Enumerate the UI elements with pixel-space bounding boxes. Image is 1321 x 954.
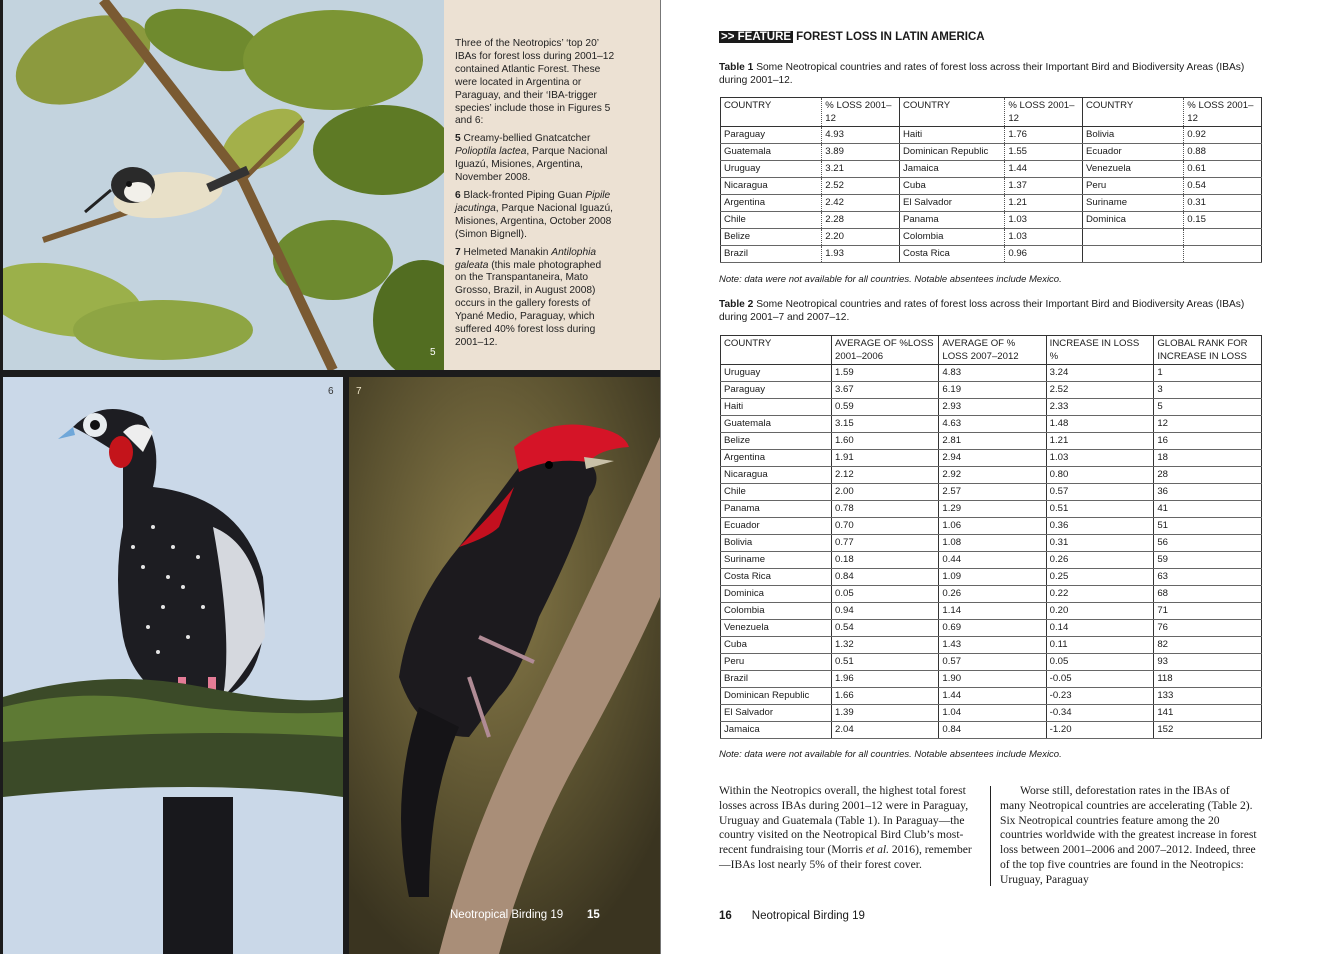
table-cell: 76 xyxy=(1154,620,1262,637)
table-cell: 2.92 xyxy=(939,467,1046,484)
table-cell: 0.36 xyxy=(1046,518,1154,535)
table-cell: 1.06 xyxy=(939,518,1046,535)
table-cell: 0.96 xyxy=(1005,246,1083,263)
table-row xyxy=(721,127,1262,144)
table-header-cell: % LOSS 2001–12 xyxy=(1184,98,1262,127)
table-cell: 133 xyxy=(1154,688,1262,705)
table-cell: 1.66 xyxy=(832,688,939,705)
table-cell: Paraguay xyxy=(721,382,832,399)
table-cell: 4.63 xyxy=(939,416,1046,433)
table-cell: 3.21 xyxy=(822,161,900,178)
caption-7: 7 Helmeted Manakin Antilophia galeata (this male photographed on the Transpantaneira, Mato Grosso, Brazil, in August 2008) occurs in the gallery forests of Ypané Medio, Paraguay, which suffered 40% forest loss during 2001–12. xyxy=(455,246,602,348)
table-cell: Dominica xyxy=(1083,212,1184,229)
table-header-cell: COUNTRY xyxy=(899,98,1004,127)
table-cell: Suriname xyxy=(1083,195,1184,212)
table-cell: 2.81 xyxy=(939,433,1046,450)
table-cell: 0.92 xyxy=(1184,127,1262,144)
table-row xyxy=(721,620,1262,637)
table-2 xyxy=(720,335,1262,739)
table-cell: 2.00 xyxy=(832,484,939,501)
table-cell: 1.14 xyxy=(939,603,1046,620)
table2-caption: Table 2 Some Neotropical countries and rates of forest loss across their Important Bird and Biodiversity Areas (IBAs) during 2001–7 and 2007–12. xyxy=(719,299,1245,323)
table-cell: 0.59 xyxy=(832,399,939,416)
table-row xyxy=(721,178,1262,195)
table-cell: 5 xyxy=(1154,399,1262,416)
table-cell: Cuba xyxy=(721,637,832,654)
table-cell: 0.88 xyxy=(1184,144,1262,161)
table-cell: 1 xyxy=(1154,365,1262,382)
table-cell: Guatemala xyxy=(721,144,822,161)
table-cell: 1.09 xyxy=(939,569,1046,586)
table-cell: 1.04 xyxy=(939,705,1046,722)
table-cell: 1.37 xyxy=(1005,178,1083,195)
table-cell: 1.96 xyxy=(832,671,939,688)
table-cell: -1.20 xyxy=(1046,722,1154,739)
table-cell: Jamaica xyxy=(899,161,1004,178)
table-cell: 1.76 xyxy=(1005,127,1083,144)
table-cell: 2.93 xyxy=(939,399,1046,416)
table-header-cell: AVERAGE OF %LOSS 2001–2006 xyxy=(832,336,939,365)
table-cell: Cuba xyxy=(899,178,1004,195)
table-row xyxy=(721,144,1262,161)
table-row xyxy=(721,535,1262,552)
table-cell: 1.29 xyxy=(939,501,1046,518)
table-cell: 0.20 xyxy=(1046,603,1154,620)
table-row xyxy=(721,552,1262,569)
table-row xyxy=(721,637,1262,654)
photo-manakin xyxy=(349,377,660,954)
table-cell: Jamaica xyxy=(721,722,832,739)
table-cell: Venezuela xyxy=(1083,161,1184,178)
photo-number-6: 6 xyxy=(328,386,334,397)
table-row xyxy=(721,246,1262,263)
table-cell: 0.80 xyxy=(1046,467,1154,484)
table-row xyxy=(721,365,1262,382)
table-1 xyxy=(720,97,1262,263)
table-cell: 0.05 xyxy=(1046,654,1154,671)
table-cell: 1.08 xyxy=(939,535,1046,552)
table-row xyxy=(721,501,1262,518)
table-header-cell: COUNTRY xyxy=(721,98,822,127)
table-cell: 2.28 xyxy=(822,212,900,229)
table-cell: 1.44 xyxy=(939,688,1046,705)
table-cell: 152 xyxy=(1154,722,1262,739)
table-cell: Nicaragua xyxy=(721,178,822,195)
table-row xyxy=(721,603,1262,620)
table-cell: 0.57 xyxy=(939,654,1046,671)
left-page xyxy=(0,0,660,954)
table-header-cell: % LOSS 2001–12 xyxy=(822,98,900,127)
folio-right-text: Neotropical Birding 19 xyxy=(751,910,865,922)
table-cell: 0.22 xyxy=(1046,586,1154,603)
caption-6: 6 Black-fronted Piping Guan Pipile jacutinga, Parque Nacional Iguazú, Misiones, Argentina, October 2008 (Simon Bignell). xyxy=(455,189,614,240)
table-cell: Ecuador xyxy=(721,518,832,535)
table-cell: 2.20 xyxy=(822,229,900,246)
table-cell: 59 xyxy=(1154,552,1262,569)
folio-left-number: 15 xyxy=(587,909,600,921)
table-cell: Panama xyxy=(721,501,832,518)
table-cell: Suriname xyxy=(721,552,832,569)
table-cell: 0.70 xyxy=(832,518,939,535)
table-cell: 1.59 xyxy=(832,365,939,382)
table-row xyxy=(721,467,1262,484)
table-cell: 93 xyxy=(1154,654,1262,671)
table-cell: Uruguay xyxy=(721,365,832,382)
table-cell: 1.03 xyxy=(1046,450,1154,467)
table-row xyxy=(721,654,1262,671)
table-cell: 0.26 xyxy=(1046,552,1154,569)
table-cell: Argentina xyxy=(721,195,822,212)
table-row xyxy=(721,450,1262,467)
table-cell: 0.11 xyxy=(1046,637,1154,654)
body-column-1: Within the Neotropics overall, the highest total forest losses across IBAs during 2001–12 were in Paraguay, Uruguay and Guatemala (Table 1). In Paraguay—the country visited on the Neotropical Bird Club’s most-recent fundraising tour (Morris et al. 2016), remember—IBAs lost nearly 5% of their forest cover. xyxy=(719,784,972,871)
table-header-cell: COUNTRY xyxy=(721,336,832,365)
table-cell: Peru xyxy=(721,654,832,671)
table-cell: 1.32 xyxy=(832,637,939,654)
table1-caption: Table 1 Some Neotropical countries and rates of forest loss across their Important Bird and Biodiversity Areas (IBAs) during 2001–12. xyxy=(719,62,1245,86)
table-row xyxy=(721,416,1262,433)
table-cell: 1.03 xyxy=(1005,212,1083,229)
table-cell: 1.43 xyxy=(939,637,1046,654)
table-row xyxy=(721,518,1262,535)
table-cell: Belize xyxy=(721,433,832,450)
table-cell: 1.44 xyxy=(1005,161,1083,178)
table-cell: Venezuela xyxy=(721,620,832,637)
table-cell: 0.31 xyxy=(1184,195,1262,212)
table-row xyxy=(721,229,1262,246)
caption-5: 5 Creamy-bellied Gnatcatcher Polioptila lactea, Parque Nacional Iguazú, Misiones, Argentina, November 2008. xyxy=(455,133,608,184)
table-cell: 1.91 xyxy=(832,450,939,467)
table-cell: 28 xyxy=(1154,467,1262,484)
table-cell xyxy=(1184,229,1262,246)
table-cell xyxy=(1083,246,1184,263)
table-cell: 3 xyxy=(1154,382,1262,399)
table-cell: 0.69 xyxy=(939,620,1046,637)
table-cell: 1.03 xyxy=(1005,229,1083,246)
table-cell: 0.31 xyxy=(1046,535,1154,552)
table-row xyxy=(721,399,1262,416)
table-cell: -0.23 xyxy=(1046,688,1154,705)
photo-piping-guan xyxy=(3,377,343,954)
table-row xyxy=(721,484,1262,501)
table-cell: 0.57 xyxy=(1046,484,1154,501)
table-cell: Brazil xyxy=(721,671,832,688)
table-cell: 3.67 xyxy=(832,382,939,399)
photo-caption xyxy=(455,38,615,355)
folio-right-number: 16 xyxy=(719,910,732,922)
table-cell: 1.55 xyxy=(1005,144,1083,161)
table-cell: 2.04 xyxy=(832,722,939,739)
table-cell: 1.21 xyxy=(1046,433,1154,450)
table-cell: 0.51 xyxy=(832,654,939,671)
table-cell: Ecuador xyxy=(1083,144,1184,161)
table-cell: 0.25 xyxy=(1046,569,1154,586)
table-cell: El Salvador xyxy=(721,705,832,722)
table-cell: Bolivia xyxy=(1083,127,1184,144)
table-cell: 0.84 xyxy=(832,569,939,586)
folio-left-text: Neotropical Birding 19 xyxy=(450,909,564,921)
table-cell: 0.84 xyxy=(939,722,1046,739)
table-cell: Argentina xyxy=(721,450,832,467)
table-cell: 2.94 xyxy=(939,450,1046,467)
table-cell: 0.14 xyxy=(1046,620,1154,637)
table-cell: Chile xyxy=(721,212,822,229)
photo-gnatcatcher xyxy=(3,0,444,370)
table-cell: Chile xyxy=(721,484,832,501)
table-cell: 6.19 xyxy=(939,382,1046,399)
table-cell: 1.48 xyxy=(1046,416,1154,433)
table-cell: 0.77 xyxy=(832,535,939,552)
feature-title: FOREST LOSS IN LATIN AMERICA xyxy=(796,31,985,43)
table-cell: 0.05 xyxy=(832,586,939,603)
table-cell: Paraguay xyxy=(721,127,822,144)
table-cell: 2.33 xyxy=(1046,399,1154,416)
feature-tag: >> FEATURE xyxy=(721,31,792,43)
table-row xyxy=(721,705,1262,722)
table-row xyxy=(721,212,1262,229)
table-header-cell: % LOSS 2001–12 xyxy=(1005,98,1083,127)
table-cell: 0.61 xyxy=(1184,161,1262,178)
table-header-cell: INCREASE IN LOSS % xyxy=(1046,336,1154,365)
table-row xyxy=(721,382,1262,399)
table-cell: 2.57 xyxy=(939,484,1046,501)
table-cell: 82 xyxy=(1154,637,1262,654)
table-cell: Brazil xyxy=(721,246,822,263)
table-cell: 0.94 xyxy=(832,603,939,620)
table-cell: 3.89 xyxy=(822,144,900,161)
table-cell: 2.52 xyxy=(1046,382,1154,399)
table-cell: 118 xyxy=(1154,671,1262,688)
table-cell: 41 xyxy=(1154,501,1262,518)
feature-header xyxy=(719,31,985,43)
table-cell: Belize xyxy=(721,229,822,246)
table-cell: 4.93 xyxy=(822,127,900,144)
table-cell: Panama xyxy=(899,212,1004,229)
table2-note: Note: data were not available for all countries. Notable absentees include Mexico. xyxy=(719,749,1062,760)
table-row xyxy=(721,586,1262,603)
table-row xyxy=(721,433,1262,450)
table-row xyxy=(721,688,1262,705)
table-cell: Uruguay xyxy=(721,161,822,178)
table-cell: 141 xyxy=(1154,705,1262,722)
caption-intro: Three of the Neotropics’ ‘top 20’ IBAs for forest loss during 2001–12 contained Atlantic Forest. These were located in Argentina or Paraguay, and their ‘IBA-trigger species’ include those in Figures 5 and 6: xyxy=(455,38,615,127)
photo-number-5: 5 xyxy=(430,347,436,358)
table-cell: 68 xyxy=(1154,586,1262,603)
table-cell: Dominica xyxy=(721,586,832,603)
table-cell: Costa Rica xyxy=(721,569,832,586)
table-cell: Nicaragua xyxy=(721,467,832,484)
table-cell: 51 xyxy=(1154,518,1262,535)
table-cell: El Salvador xyxy=(899,195,1004,212)
table-cell: 0.78 xyxy=(832,501,939,518)
column-rule xyxy=(990,786,991,886)
table-header-cell: COUNTRY xyxy=(1083,98,1184,127)
table-cell: Colombia xyxy=(899,229,1004,246)
table-cell: 1.21 xyxy=(1005,195,1083,212)
table-cell: Dominican Republic xyxy=(899,144,1004,161)
table-cell: 56 xyxy=(1154,535,1262,552)
table-cell: 1.39 xyxy=(832,705,939,722)
table-header-cell: GLOBAL RANK FOR INCREASE IN LOSS xyxy=(1154,336,1262,365)
photo-number-7: 7 xyxy=(356,386,362,397)
table-row xyxy=(721,722,1262,739)
table-cell xyxy=(1184,246,1262,263)
table-row xyxy=(721,161,1262,178)
table-cell: 12 xyxy=(1154,416,1262,433)
table-cell: 63 xyxy=(1154,569,1262,586)
table-cell: Dominican Republic xyxy=(721,688,832,705)
table-cell: Colombia xyxy=(721,603,832,620)
table-cell: Guatemala xyxy=(721,416,832,433)
table-cell: 2.12 xyxy=(832,467,939,484)
table-cell: 71 xyxy=(1154,603,1262,620)
table-cell: Costa Rica xyxy=(899,246,1004,263)
table-cell: 3.24 xyxy=(1046,365,1154,382)
table-cell: 1.90 xyxy=(939,671,1046,688)
table-cell xyxy=(1083,229,1184,246)
table-cell: Haiti xyxy=(899,127,1004,144)
table-cell: 0.15 xyxy=(1184,212,1262,229)
folio-right xyxy=(719,910,865,922)
table-cell: 18 xyxy=(1154,450,1262,467)
table-cell: 1.60 xyxy=(832,433,939,450)
table-cell: Bolivia xyxy=(721,535,832,552)
table-cell: Peru xyxy=(1083,178,1184,195)
table-cell: 2.52 xyxy=(822,178,900,195)
table-cell: Haiti xyxy=(721,399,832,416)
table-cell: 0.54 xyxy=(832,620,939,637)
table-cell: 0.44 xyxy=(939,552,1046,569)
table-cell: 0.18 xyxy=(832,552,939,569)
table-cell: 36 xyxy=(1154,484,1262,501)
table-cell: 3.15 xyxy=(832,416,939,433)
table-cell: 4.83 xyxy=(939,365,1046,382)
table-cell: -0.05 xyxy=(1046,671,1154,688)
table-row xyxy=(721,195,1262,212)
table-row xyxy=(721,569,1262,586)
table-header-cell: AVERAGE OF % LOSS 2007–2012 xyxy=(939,336,1046,365)
body-column-2: Worse still, deforestation rates in the IBAs of many Neotropical countries are accelerating (Table 2). Six Neotropical countries feature among the 20 countries worldwide with the greatest increase in forest loss between 2001–2006 and 2007–2012. Indeed, three of the top five countries are found in the Neotropics: Uruguay, Paraguay xyxy=(1000,784,1257,886)
table-cell: 1.93 xyxy=(822,246,900,263)
table-cell: -0.34 xyxy=(1046,705,1154,722)
table-row xyxy=(721,671,1262,688)
table-cell: 0.54 xyxy=(1184,178,1262,195)
table1-note: Note: data were not available for all countries. Notable absentees include Mexico. xyxy=(719,274,1062,285)
table-cell: 2.42 xyxy=(822,195,900,212)
table-cell: 0.51 xyxy=(1046,501,1154,518)
table-cell: 16 xyxy=(1154,433,1262,450)
table-cell: 0.26 xyxy=(939,586,1046,603)
